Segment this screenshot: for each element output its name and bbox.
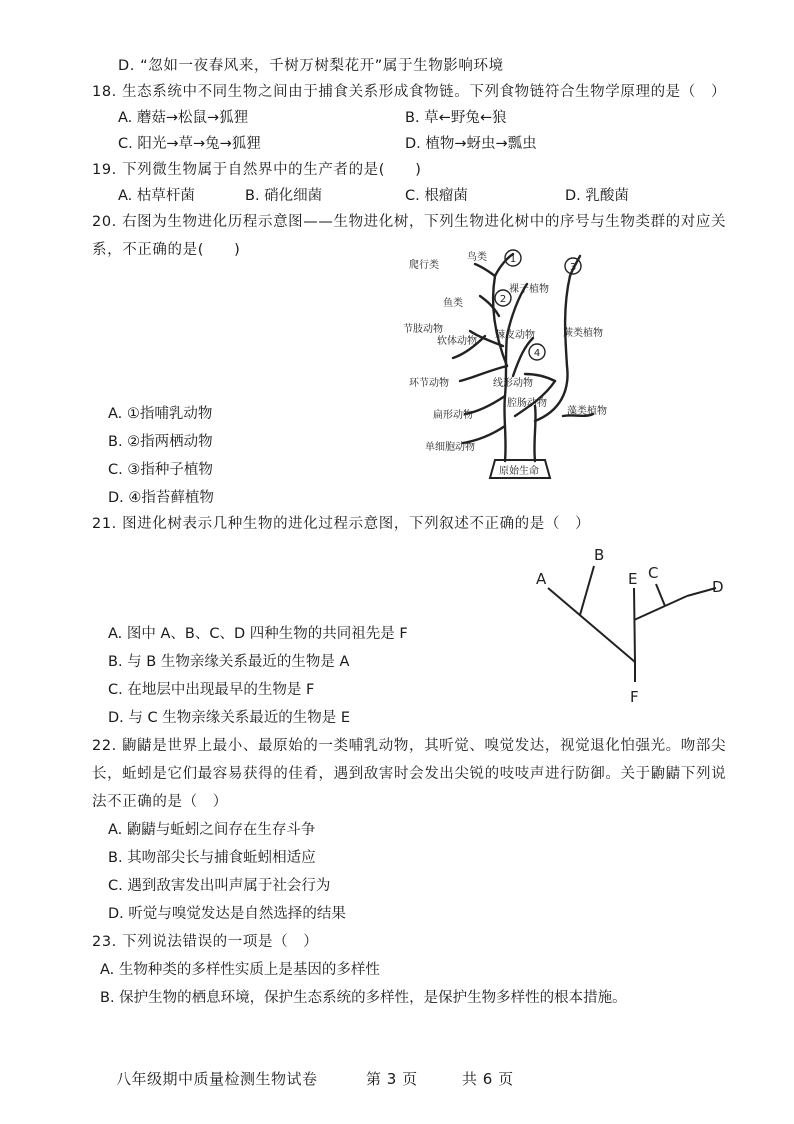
tree-label-arthropod: 节肢动物: [403, 324, 443, 335]
phylo-label-d: D: [712, 578, 724, 596]
tree-num-4: 4: [533, 348, 541, 359]
q19-option-d: D. 乳酸菌: [565, 188, 629, 204]
q22-stem-line2: 长，蚯蚓是它们最容易获得的佳肴，遇到敌害时会发出尖锐的吱吱声进行防御。关于鼩鼱下列说: [92, 766, 727, 782]
phylo-label-a: A: [536, 570, 547, 588]
tree-label-bird: 鸟类: [467, 252, 487, 263]
tree-label-gymnosperm: 裸子植物: [509, 284, 549, 295]
q19-option-c: C. 根瘤菌: [405, 188, 468, 204]
q20-stem-line1: 20. 右图为生物进化历程示意图——生物进化树，下列生物进化树中的序号与生物类群的对应关: [92, 214, 727, 230]
q19-stem: 19. 下列微生物属于自然界中的生产者的是( ): [92, 162, 422, 178]
tree-label-algae: 藻类植物: [567, 406, 607, 417]
phylo-label-c: C: [648, 564, 659, 582]
q18-option-b: B. 草←野兔←狼: [405, 110, 507, 126]
footer-total-pages: 共 6 页: [462, 1070, 514, 1088]
tree-label-reptile: 爬行类: [409, 260, 439, 271]
q18-option-d: D. 植物→蚜虫→瓢虫: [405, 136, 537, 152]
tree-label-protozoa: 单细胞动物: [425, 442, 475, 453]
tree-label-fern: 蕨类植物: [563, 328, 603, 339]
q23-option-b: B. 保护生物的栖息环境，保护生态系统的多样性，是保护生物多样性的根本措施。: [100, 990, 627, 1006]
tree-label-fish: 鱼类: [443, 298, 463, 309]
tree-label-flatworm: 扁形动物: [433, 410, 473, 421]
phylo-label-b: B: [594, 546, 605, 564]
q21-stem: 21. 图进化树表示几种生物的进化过程示意图，下列叙述不正确的是（ ）: [92, 516, 591, 532]
q21-option-c: C. 在地层中出现最早的生物是 F: [108, 682, 315, 698]
tree-label-coelenterate: 腔肠动物: [507, 398, 547, 409]
q21-option-d: D. 与 C 生物亲缘关系最近的生物是 E: [108, 710, 350, 726]
footer-title: 八年级期中质量检测生物试卷: [116, 1070, 318, 1088]
q23-option-a: A. 生物种类的多样性实质上是基因的多样性: [100, 962, 380, 978]
q21-option-a: A. 图中 A、B、C、D 四种生物的共同祖先是 F: [108, 626, 408, 642]
q18-stem: 18. 生态系统中不同生物之间由于捕食关系形成食物链。下列食物链符合生物学原理的是（ ）: [92, 84, 727, 100]
q19-option-a: A. 枯草杆菌: [118, 188, 195, 204]
trunk-right: [534, 406, 535, 461]
q17-option-d: D. “忽如一夜春风来，千树万树梨花开”属于生物影响环境: [118, 58, 504, 74]
q21-option-b: B. 与 B 生物亲缘关系最近的生物是 A: [108, 654, 350, 670]
q22-option-c: C. 遇到敌害发出叫声属于社会行为: [108, 878, 331, 894]
phylo-label-e: E: [628, 570, 638, 588]
tree-num-2: 2: [499, 294, 507, 305]
tree-label-echinoderm: 棘皮动物: [495, 330, 535, 341]
tree-label-mollusk: 软体动物: [437, 336, 477, 347]
tree-num-1: 1: [509, 254, 517, 265]
tree-label-origin: 原始生命: [499, 466, 539, 477]
q20-option-a: A. ①指哺乳动物: [108, 406, 213, 422]
tree-label-linedworm: 线形动物: [493, 378, 533, 389]
evolution-tree-diagram: [395, 246, 620, 486]
phylogeny-tree-diagram: [520, 540, 740, 710]
q22-stem-line3: 法不正确的是（ ）: [92, 794, 228, 810]
tree-num-3: 3: [569, 262, 577, 273]
footer-page-number: 第 3 页: [366, 1070, 418, 1088]
phylo-label-f: F: [630, 688, 639, 706]
q19-option-b: B. 硝化细菌: [245, 188, 323, 204]
q18-option-c: C. 阳光→草→兔→狐狸: [118, 136, 261, 152]
q20-option-c: C. ③指种子植物: [108, 462, 213, 478]
q20-stem-line2: 系，不正确的是( ): [92, 242, 241, 258]
q22-option-a: A. 鼩鼱与蚯蚓之间存在生存斗争: [108, 822, 316, 838]
q20-option-b: B. ②指两栖动物: [108, 434, 213, 450]
q22-stem-line1: 22. 鼩鼱是世界上最小、最原始的一类哺乳动物，其听觉、嗅觉发达，视觉退化怕强光。吻部尖: [92, 738, 727, 754]
q18-option-a: A. 蘑菇→松鼠→狐狸: [118, 110, 249, 126]
q22-option-b: B. 其吻部尖长与捕食蚯蚓相适应: [108, 850, 316, 866]
q22-option-d: D. 听觉与嗅觉发达是自然选择的结果: [108, 906, 346, 922]
tree-label-annelid: 环节动物: [409, 378, 449, 389]
q20-option-d: D. ④指苔藓植物: [108, 490, 214, 506]
q23-stem: 23. 下列说法错误的一项是（ ）: [92, 934, 319, 950]
